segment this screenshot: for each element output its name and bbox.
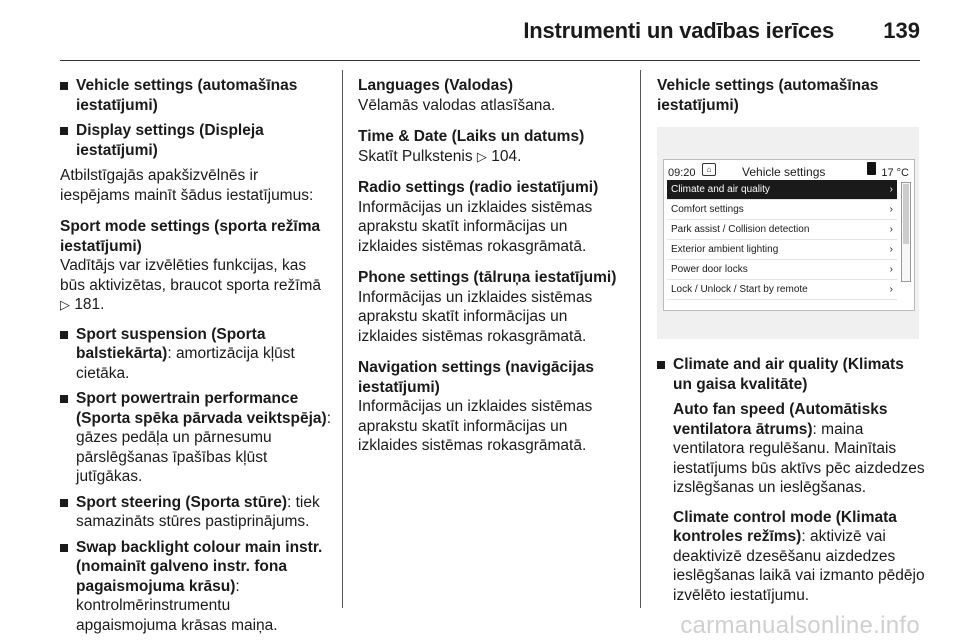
column-divider-2 <box>640 70 641 608</box>
chevron-right-icon: › <box>889 284 893 295</box>
bullet-sport-suspension: Sport suspension (Sporta balstiekārta): amortizācija kļūst cietāka. <box>60 325 332 384</box>
bullet-square-icon <box>60 544 68 552</box>
display-screen <box>663 159 915 311</box>
bullet-display-settings: Display settings (Displeja iestatījumi) <box>60 121 332 160</box>
column-3 <box>657 76 927 615</box>
bullet-square-icon <box>60 82 68 90</box>
scrollbar-thumb[interactable] <box>903 184 909 244</box>
column-1 <box>60 76 332 641</box>
time-date-text: Skatīt Pulkstenis ▷ 104. <box>358 147 522 165</box>
watermark: carmanualsonline.info <box>680 612 920 639</box>
page-ref-icon: ▷ <box>60 297 70 312</box>
bullet-sport-powertrain: Sport powertrain performance (Sporta spēka pārvada veiktspēja): gāzes pedāļa un pārnesumu pārslēgšanas īpašības kļūst jutīgākas. <box>60 389 332 487</box>
phone-icon <box>867 162 876 175</box>
sport-mode-text: Vadītājs var izvēlēties funkcijas, kas būs aktivizētas, braucot sporta režīmā ▷ 181. <box>60 257 322 313</box>
column-divider-1 <box>342 70 343 608</box>
screen-temperature: 17 °C <box>881 167 909 179</box>
header-rule <box>60 60 920 61</box>
chevron-right-icon: › <box>889 184 893 195</box>
bullet-vehicle-settings: Vehicle settings (automašīnas iestatījumi) <box>60 76 332 115</box>
bullet-square-icon <box>60 127 68 135</box>
chevron-right-icon: › <box>889 204 893 215</box>
menu-item-comfort[interactable]: Comfort settings › <box>667 200 897 220</box>
page-ref-icon: ▷ <box>476 148 487 164</box>
menu-item-exterior-lighting[interactable]: Exterior ambient lighting › <box>667 240 897 260</box>
screen-scrollbar[interactable] <box>901 182 911 282</box>
phone-settings-heading: Phone settings (tālruņa iestatījumi) <box>358 269 617 286</box>
bullet-swap-backlight: Swap backlight colour main instr. (nomainīt galveno instr. fona pagaismojuma krāsu): kontrolmērinstrumentu apgaismojuma krāsas maiņa. <box>60 538 332 636</box>
chevron-right-icon: › <box>889 224 893 235</box>
menu-item-power-door-locks[interactable]: Power door locks › <box>667 260 897 280</box>
phone-settings-text: Informācijas un izklaides sistēmas aprakstu skatīt informācijas un izklaides sistēmas rokasgrāmatā. <box>358 288 593 345</box>
bullet-climate-air-quality: Climate and air quality (Klimats un gaisa kvalitāte) <box>657 355 927 394</box>
bullet-square-icon <box>657 361 665 369</box>
navigation-settings-heading: Navigation settings (navigācijas iestatījumi) <box>358 359 595 396</box>
time-date-heading: Time & Date (Laiks un datums) <box>358 128 585 145</box>
menu-item-remote-lock[interactable]: Lock / Unlock / Start by remote › <box>667 280 897 300</box>
vehicle-settings-heading: Vehicle settings (automašīnas iestatījumi) <box>657 77 879 114</box>
bullet-square-icon <box>60 499 68 507</box>
settings-menu-list <box>667 180 897 300</box>
auto-fan-speed-text: Auto fan speed (Automātisks ventilatora ātrums): maina ventilatora regulēšanu. Mainītais iestatījums būs aktīvs pēc aizdedzes izslēgšanas un ieslēgšanas. <box>673 401 925 496</box>
navigation-settings-text: Informācijas un izklaides sistēmas aprakstu skatīt informācijas un izklaides sistēmas rokasgrāmatā. <box>358 398 593 454</box>
vehicle-settings-screenshot <box>657 127 919 339</box>
intro-text: Atbilstīgajās apakšizvēlnēs ir iespējams mainīt šādus iestatījumus: <box>60 167 314 204</box>
menu-item-climate[interactable]: Climate and air quality › <box>667 180 897 200</box>
page-header <box>0 0 960 62</box>
bullet-sport-steering: Sport steering (Sporta stūre): tiek samazināts stūres pastiprinājums. <box>60 493 332 532</box>
menu-item-park-assist[interactable]: Park assist / Collision detection › <box>667 220 897 240</box>
sport-mode-heading: Sport mode settings (sporta režīma iestatījumi) <box>60 218 321 255</box>
column-2 <box>358 76 628 466</box>
languages-heading: Languages (Valodas) <box>358 77 514 94</box>
home-icon: ⌂ <box>702 163 716 176</box>
screen-title: Vehicle settings <box>742 165 826 179</box>
chevron-right-icon: › <box>889 244 893 255</box>
page-number: 139 <box>883 18 920 43</box>
climate-control-mode-text: Climate control mode (Klimata kontroles režīms): aktivizē vai deaktivizē dzesēšanu aizdedzes ieslēgšanas laikā vai izmanto pēdējo izvēlēto iestatījumu. <box>673 508 925 604</box>
languages-text: Vēlamās valodas atlasīšana. <box>358 96 556 114</box>
radio-settings-heading: Radio settings (radio iestatījumi) <box>358 179 599 196</box>
bullet-square-icon <box>60 395 68 403</box>
bullet-square-icon <box>60 331 68 339</box>
chevron-right-icon: › <box>889 264 893 275</box>
screen-clock: 09:20 <box>668 167 696 179</box>
page-title: Instrumenti un vadības ierīces <box>523 18 834 43</box>
radio-settings-text: Informācijas un izklaides sistēmas aprakstu skatīt informācijas un izklaides sistēmas rokasgrāmatā. <box>358 198 593 255</box>
